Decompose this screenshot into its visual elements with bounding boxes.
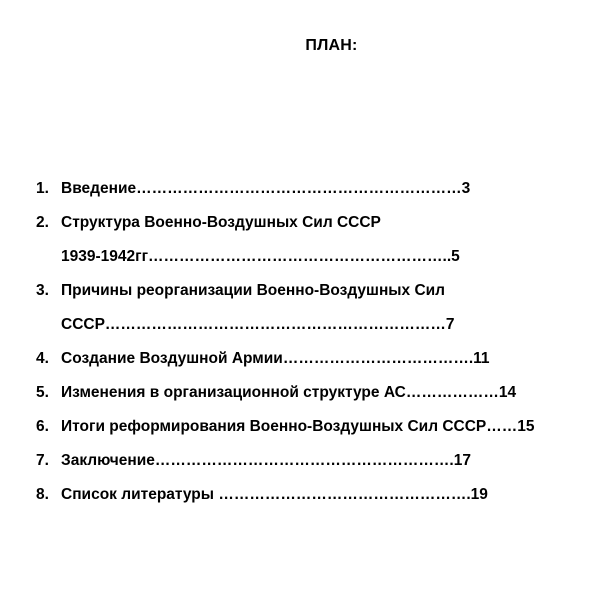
toc-item-number: 8. bbox=[36, 486, 49, 503]
toc-item-text: Список литературы ………………………………………….19 bbox=[61, 486, 488, 503]
toc-item-1 bbox=[36, 178, 535, 212]
toc-item-3 bbox=[36, 280, 535, 314]
toc-item-3-continuation bbox=[36, 314, 535, 348]
toc-item-text: Создание Воздушной Армии……………………………….11 bbox=[61, 350, 490, 367]
toc-item-text: Изменения в организационной структуре АС………………14 bbox=[61, 384, 517, 401]
toc-item-number: 2. bbox=[36, 214, 49, 231]
toc-item-5 bbox=[36, 382, 535, 416]
toc-item-number: 7. bbox=[36, 452, 49, 469]
toc-item-text: Заключение………………………………………………….17 bbox=[61, 452, 471, 469]
toc-item-text: СССР…………………………………………………………7 bbox=[61, 316, 455, 333]
toc-item-number: 5. bbox=[36, 384, 49, 401]
toc-item-text: 1939-1942гг…………………………………………………..5 bbox=[61, 248, 460, 265]
page-title: ПЛАН: bbox=[305, 37, 358, 54]
toc-item-2 bbox=[36, 212, 535, 246]
toc-item-6 bbox=[36, 416, 535, 450]
toc-item-number: 1. bbox=[36, 180, 49, 197]
toc-item-8 bbox=[36, 484, 535, 518]
toc-item-number: 3. bbox=[36, 282, 49, 299]
toc-item-number: 6. bbox=[36, 418, 49, 435]
toc-item-text: Причины реорганизации Военно-Воздушных Сил bbox=[61, 282, 446, 299]
toc-item-text: Структура Военно-Воздушных Сил СССР bbox=[61, 214, 381, 231]
table-of-contents bbox=[36, 178, 535, 518]
toc-item-4 bbox=[36, 348, 535, 382]
toc-item-number: 4. bbox=[36, 350, 49, 367]
toc-item-text: Итоги реформирования Военно-Воздушных Сил СССР……15 bbox=[61, 418, 535, 435]
toc-item-2-continuation bbox=[36, 246, 535, 280]
toc-item-7 bbox=[36, 450, 535, 484]
toc-item-text: Введение………………………………………………………3 bbox=[61, 180, 471, 197]
